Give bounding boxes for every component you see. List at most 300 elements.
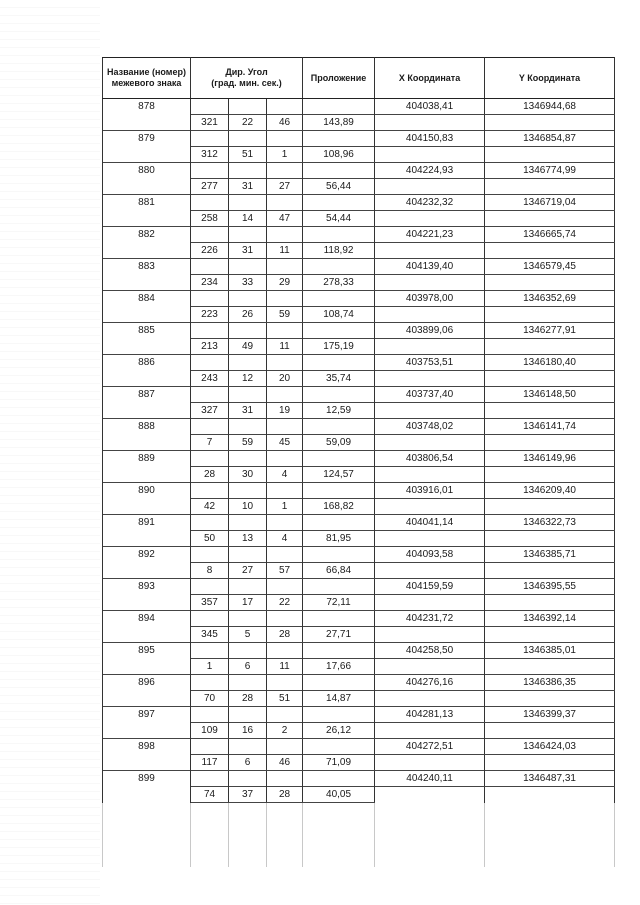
blank-cell [303,451,375,467]
blank-cell [229,387,267,403]
segment-length: 175,19 [303,339,375,355]
angle-minutes: 10 [229,499,267,515]
blank-cell [229,451,267,467]
point-row [103,355,615,371]
angle-degrees: 223 [191,307,229,323]
blank-cell [229,643,267,659]
point-row [103,483,615,499]
angle-seconds: 4 [267,531,303,547]
point-x-coordinate: 404232,32 [375,195,485,211]
blank-cell [375,371,485,387]
point-y-coordinate: 1346385,01 [485,643,615,659]
angle-seconds: 4 [267,467,303,483]
blank-cell [303,739,375,755]
blank-cell [103,275,191,291]
blank-cell [303,515,375,531]
blank-cell [267,451,303,467]
blank-cell [267,771,303,787]
blank-cell [191,515,229,531]
angle-degrees: 42 [191,499,229,515]
blank-cell [485,179,615,195]
blank-cell [267,643,303,659]
point-name: 878 [103,99,191,115]
blank-cell [267,675,303,691]
angle-degrees: 109 [191,723,229,739]
segment-length: 35,74 [303,371,375,387]
blank-cell [229,195,267,211]
blank-cell [103,787,191,803]
point-x-coordinate: 404231,72 [375,611,485,627]
blank-cell [375,659,485,675]
blank-cell [485,339,615,355]
segment-length: 118,92 [303,243,375,259]
segment-row [103,435,615,451]
angle-degrees: 357 [191,595,229,611]
angle-minutes: 6 [229,659,267,675]
segment-row [103,755,615,771]
point-x-coordinate: 404272,51 [375,739,485,755]
blank-cell [303,131,375,147]
point-y-coordinate: 1346395,55 [485,579,615,595]
angle-minutes: 30 [229,467,267,483]
blank-cell [375,147,485,163]
blank-cell [375,595,485,611]
angle-degrees: 312 [191,147,229,163]
point-y-coordinate: 1346424,03 [485,739,615,755]
blank-cell [229,355,267,371]
point-name: 888 [103,419,191,435]
blank-cell [485,659,615,675]
point-x-coordinate: 404240,11 [375,771,485,787]
point-row [103,291,615,307]
header-point-name: Название (номер) межевого знака [103,58,191,99]
header-angle-line2: (град. мин. сек.) [211,78,282,88]
point-x-coordinate: 404224,93 [375,163,485,179]
point-y-coordinate: 1346944,68 [485,99,615,115]
blank-cell [375,211,485,227]
point-name: 884 [103,291,191,307]
blank-cell [103,307,191,323]
blank-cell [303,291,375,307]
angle-minutes: 6 [229,755,267,771]
point-name: 880 [103,163,191,179]
segment-row [103,691,615,707]
blank-cell [229,99,267,115]
angle-minutes: 31 [229,243,267,259]
blank-cell [229,579,267,595]
blank-cell [267,355,303,371]
blank-cell [375,275,485,291]
point-name: 882 [103,227,191,243]
angle-seconds: 57 [267,563,303,579]
blank-cell [191,611,229,627]
blank-cell [103,627,191,643]
point-x-coordinate: 403737,40 [375,387,485,403]
point-name: 898 [103,739,191,755]
blank-cell [375,531,485,547]
blank-cell [303,643,375,659]
blank-cell [485,531,615,547]
blank-cell [103,723,191,739]
header-y-coordinate: Y Координата [485,58,615,99]
segment-row [103,531,615,547]
segment-row [103,659,615,675]
blank-cell [267,323,303,339]
point-name: 892 [103,547,191,563]
table-body [103,99,615,803]
blank-cell [485,275,615,291]
segment-row [103,371,615,387]
point-name: 891 [103,515,191,531]
point-y-coordinate: 1346386,35 [485,675,615,691]
point-row [103,419,615,435]
blank-cell [303,163,375,179]
segment-length: 124,57 [303,467,375,483]
blank-cell [303,259,375,275]
blank-cell [191,547,229,563]
point-x-coordinate: 403806,54 [375,451,485,467]
segment-length: 14,87 [303,691,375,707]
blank-cell [375,403,485,419]
blank-cell [485,467,615,483]
blank-cell [267,227,303,243]
segment-length: 66,84 [303,563,375,579]
faded-rows [103,803,615,867]
blank-cell [229,323,267,339]
header-angle-line1: Дир. Угол [225,67,268,77]
angle-degrees: 1 [191,659,229,675]
point-y-coordinate: 1346774,99 [485,163,615,179]
segment-row [103,403,615,419]
blank-cell [303,547,375,563]
blank-cell [103,435,191,451]
point-name: 893 [103,579,191,595]
blank-cell [267,419,303,435]
angle-degrees: 117 [191,755,229,771]
segment-row [103,467,615,483]
point-row [103,451,615,467]
blank-cell [485,595,615,611]
angle-seconds: 11 [267,243,303,259]
point-x-coordinate: 404041,14 [375,515,485,531]
blank-cell [229,483,267,499]
blank-cell [485,211,615,227]
point-y-coordinate: 1346579,45 [485,259,615,275]
blank-cell [375,307,485,323]
angle-minutes: 26 [229,307,267,323]
point-x-coordinate: 403899,06 [375,323,485,339]
blank-cell [267,707,303,723]
angle-degrees: 321 [191,115,229,131]
blank-cell [485,243,615,259]
blank-cell [267,99,303,115]
blank-cell [191,291,229,307]
point-name: 883 [103,259,191,275]
point-x-coordinate: 404258,50 [375,643,485,659]
segment-length: 26,12 [303,723,375,739]
blank-cell [303,579,375,595]
point-y-coordinate: 1346277,91 [485,323,615,339]
blank-cell [485,435,615,451]
angle-seconds: 46 [267,755,303,771]
segment-row [103,115,615,131]
segment-length: 17,66 [303,659,375,675]
blank-cell [485,627,615,643]
blank-cell [191,163,229,179]
blank-cell [485,755,615,771]
point-row [103,99,615,115]
blank-cell [191,707,229,723]
angle-seconds: 11 [267,659,303,675]
angle-minutes: 59 [229,435,267,451]
point-row [103,771,615,787]
angle-seconds: 47 [267,211,303,227]
blank-cell [229,771,267,787]
segment-row [103,179,615,195]
blank-cell [303,675,375,691]
header-length: Проложение [303,58,375,99]
angle-minutes: 33 [229,275,267,291]
blank-cell [229,611,267,627]
blank-cell [229,227,267,243]
blank-cell [191,643,229,659]
blank-cell [191,419,229,435]
blank-cell [303,387,375,403]
angle-seconds: 19 [267,403,303,419]
segment-row [103,595,615,611]
angle-seconds: 59 [267,307,303,323]
segment-length: 81,95 [303,531,375,547]
angle-minutes: 13 [229,531,267,547]
point-name: 897 [103,707,191,723]
blank-cell [375,467,485,483]
angle-minutes: 27 [229,563,267,579]
point-row [103,259,615,275]
blank-cell [229,515,267,531]
blank-cell [303,483,375,499]
segment-row [103,275,615,291]
point-y-coordinate: 1346665,74 [485,227,615,243]
blank-cell [191,739,229,755]
blank-cell [375,563,485,579]
point-row [103,643,615,659]
segment-row [103,787,615,803]
point-name: 889 [103,451,191,467]
blank-cell [485,307,615,323]
angle-minutes: 31 [229,179,267,195]
angle-minutes: 5 [229,627,267,643]
segment-row [103,147,615,163]
point-x-coordinate: 404221,23 [375,227,485,243]
blank-cell [229,707,267,723]
point-y-coordinate: 1346322,73 [485,515,615,531]
point-y-coordinate: 1346149,96 [485,451,615,467]
angle-minutes: 16 [229,723,267,739]
point-name: 885 [103,323,191,339]
angle-seconds: 27 [267,179,303,195]
blank-cell [267,131,303,147]
blank-cell [303,99,375,115]
blank-cell [267,739,303,755]
angle-minutes: 51 [229,147,267,163]
blank-cell [191,771,229,787]
segment-row [103,627,615,643]
blank-cell [303,707,375,723]
segment-length: 108,96 [303,147,375,163]
blank-cell [103,595,191,611]
blank-cell [303,323,375,339]
blank-cell [375,115,485,131]
blank-cell [375,179,485,195]
angle-seconds: 28 [267,787,303,803]
point-name: 881 [103,195,191,211]
segment-length: 59,09 [303,435,375,451]
point-y-coordinate: 1346180,40 [485,355,615,371]
point-y-coordinate: 1346141,74 [485,419,615,435]
blank-cell [191,675,229,691]
blank-cell [485,371,615,387]
blank-cell [303,611,375,627]
blank-cell [485,691,615,707]
blank-cell [191,451,229,467]
point-y-coordinate: 1346719,04 [485,195,615,211]
point-y-coordinate: 1346352,69 [485,291,615,307]
blank-cell [375,755,485,771]
angle-degrees: 50 [191,531,229,547]
blank-cell [375,787,485,803]
blank-cell [375,723,485,739]
point-x-coordinate: 404038,41 [375,99,485,115]
point-name: 887 [103,387,191,403]
blank-cell [303,419,375,435]
point-row [103,227,615,243]
blank-cell [267,547,303,563]
segment-length: 168,82 [303,499,375,515]
segment-length: 71,09 [303,755,375,771]
blank-cell [229,131,267,147]
blank-cell [375,691,485,707]
angle-seconds: 2 [267,723,303,739]
point-x-coordinate: 403748,02 [375,419,485,435]
point-x-coordinate: 403753,51 [375,355,485,371]
blank-cell [103,179,191,195]
blank-cell [485,403,615,419]
point-row [103,131,615,147]
blank-cell [103,691,191,707]
angle-seconds: 1 [267,499,303,515]
blank-cell [229,739,267,755]
blank-cell [375,627,485,643]
angle-degrees: 243 [191,371,229,387]
boundary-points-table [102,57,615,867]
blank-cell [303,227,375,243]
blank-cell [229,163,267,179]
point-row [103,163,615,179]
angle-seconds: 46 [267,115,303,131]
header-x-coordinate: X Координата [375,58,485,99]
point-y-coordinate: 1346487,31 [485,771,615,787]
angle-degrees: 74 [191,787,229,803]
blank-cell [485,563,615,579]
point-row [103,707,615,723]
blank-cell [267,163,303,179]
angle-minutes: 17 [229,595,267,611]
point-row [103,515,615,531]
blank-cell [229,259,267,275]
blank-cell [191,227,229,243]
blank-cell [267,259,303,275]
angle-seconds: 28 [267,627,303,643]
segment-row [103,211,615,227]
blank-cell [103,563,191,579]
blank-cell [267,515,303,531]
blank-cell [375,499,485,515]
point-x-coordinate: 404159,59 [375,579,485,595]
segment-length: 54,44 [303,211,375,227]
blank-cell [103,339,191,355]
blank-cell [103,115,191,131]
point-row [103,611,615,627]
header-direction-angle [191,58,303,99]
blank-cell [303,195,375,211]
blank-cell [485,115,615,131]
blank-cell [191,355,229,371]
blank-cell [191,323,229,339]
angle-seconds: 20 [267,371,303,387]
segment-length: 27,71 [303,627,375,643]
segment-length: 143,89 [303,115,375,131]
blank-cell [267,483,303,499]
angle-degrees: 345 [191,627,229,643]
blank-cell [103,371,191,387]
blank-cell [267,611,303,627]
blank-cell [103,211,191,227]
blank-cell [103,531,191,547]
blank-cell [229,291,267,307]
angle-minutes: 49 [229,339,267,355]
point-name: 896 [103,675,191,691]
point-y-coordinate: 1346392,14 [485,611,615,627]
blank-cell [485,787,615,803]
angle-seconds: 1 [267,147,303,163]
segment-row [103,723,615,739]
segment-length: 40,05 [303,787,375,803]
blank-cell [191,99,229,115]
blank-cell [303,355,375,371]
segment-length: 72,11 [303,595,375,611]
segment-length: 12,59 [303,403,375,419]
angle-degrees: 258 [191,211,229,227]
point-name: 890 [103,483,191,499]
point-row [103,387,615,403]
segment-row [103,243,615,259]
angle-degrees: 7 [191,435,229,451]
segment-length: 108,74 [303,307,375,323]
point-x-coordinate: 404093,58 [375,547,485,563]
point-row [103,675,615,691]
blank-cell [191,259,229,275]
angle-minutes: 31 [229,403,267,419]
blank-cell [267,291,303,307]
angle-degrees: 277 [191,179,229,195]
angle-degrees: 8 [191,563,229,579]
blank-cell [103,659,191,675]
point-row [103,579,615,595]
point-row [103,739,615,755]
angle-minutes: 14 [229,211,267,227]
point-row [103,323,615,339]
segment-length: 278,33 [303,275,375,291]
